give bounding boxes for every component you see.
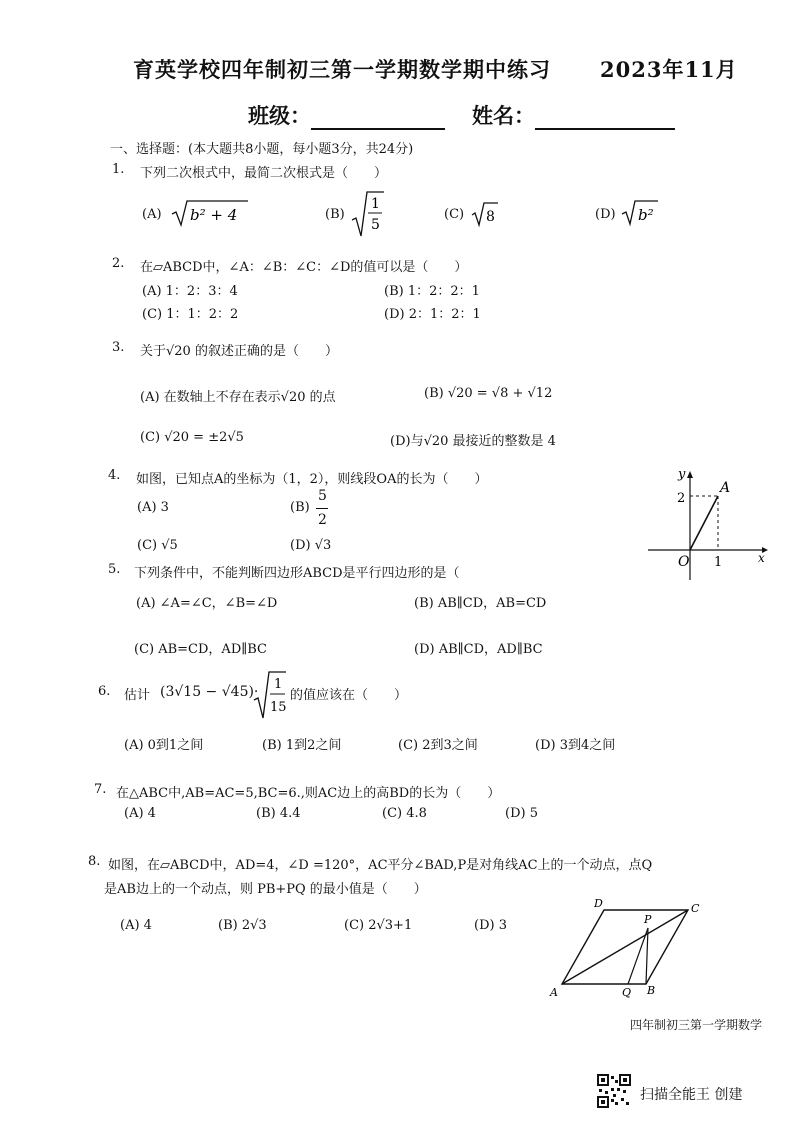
question-2-number: 2. [112,256,125,271]
vertex-B-label: B [647,984,656,997]
q4-option-b-fraction-bar [316,508,328,509]
tick-label-1: 1 [714,555,723,570]
q1-option-c-radical [470,200,500,228]
q1-option-c-label: (C) [444,207,465,222]
q4-option-d: (D) √3 [290,538,332,553]
q8-option-b: (B) 2√3 [218,918,267,933]
q5-option-d: (D) AB∥CD，AD∥BC [414,642,543,657]
question-8-text-line2: 是AB边上的一个动点，则 PB+PQ 的最小值是（ ） [104,882,427,897]
q8-parallelogram-figure [546,890,716,1002]
origin-label: O [678,554,690,570]
question-4-number: 4. [108,468,121,483]
q6-denominator: 15 [270,700,287,715]
q1b-numerator: 1 [371,196,380,212]
qr-code-icon [597,1074,631,1108]
q4-coordinate-figure [640,462,770,582]
q2-option-c: (C) 1：1：2：2 [142,307,239,322]
q8-option-a: (A) 4 [120,918,152,933]
tick-label-2: 2 [677,491,686,506]
vertex-A-label: A [550,986,558,999]
name-label: 姓名： [472,103,535,128]
q4-option-b-denominator: 2 [318,512,327,528]
exam-title: 育英学校四年制初三第一学期数学期中练习 [133,57,551,82]
class-row [248,100,445,130]
q1-option-b-label: (B) [325,207,345,222]
q1b-denominator: 5 [371,217,380,233]
question-1-text: 下列二次根式中，最简二次根式是（ ） [140,166,388,181]
q6-option-b: (B) 1到2之间 [262,738,342,753]
q2-option-b: (B) 1：2：2：1 [384,284,480,299]
point-P-label: P [644,913,652,926]
point-Q-label: Q [622,986,632,999]
segment-OA [690,496,718,550]
question-2-text: 在▱ABCD中，∠A：∠B：∠C：∠D的值可以是（ ） [140,260,468,275]
question-3-number: 3. [112,340,125,355]
question-4-text: 如图，已知点A的坐标为（1，2），则线段OA的长为（ ） [136,472,488,487]
question-5-text: 下列条件中，不能判断四边形ABCD是平行四边形的是（ [134,566,460,581]
q5-option-c: (C) AB=CD，AD∥BC [134,642,267,657]
vertex-D-label: D [594,897,603,910]
q3-option-a: (A) 在数轴上不存在表示√20 的点 [140,390,336,405]
segment-PB [646,928,648,984]
question-6-text-after: 的值应该在（ ） [290,688,408,703]
q7-option-b: (B) 4.4 [256,806,301,821]
q5-option-a: (A) ∠A=∠C，∠B=∠D [136,596,278,611]
q4-option-c: (C) √5 [137,538,178,553]
q1d-radicand: b² [638,206,654,224]
q8-option-d: (D) 3 [474,918,507,933]
exam-date: 2023年11月 [600,57,738,82]
y-axis-arrow [687,471,693,478]
question-6-text-before: 估计 [124,688,151,703]
q6-radical-fraction [252,670,288,720]
q3-option-d: (D)与√20 最接近的整数是 4 [390,434,556,449]
segment-PQ [628,928,648,984]
q4-option-b-label: (B) [290,500,310,515]
q6-expression: (3√15 − √45)· [160,684,259,700]
name-row [472,100,675,130]
q1-option-a-radical [170,198,250,228]
q1-option-b-radical [350,190,386,238]
y-label: y [678,467,686,482]
question-7-text: 在△ABC中,AB=AC=5,BC=6.,则AC边上的高BD的长为（ ） [116,786,501,801]
scanner-watermark: 扫描全能王 创建 [640,1087,743,1103]
q6-numerator: 1 [274,677,283,692]
q4-option-a: (A) 3 [137,500,169,515]
q2-option-a: (A) 1：2：3：4 [142,284,238,299]
q1a-radicand: b² + 4 [190,206,238,224]
diagonal-AC [562,910,688,984]
class-label: 班级： [248,103,311,128]
question-5-number: 5. [108,562,121,577]
q8-option-c: (C) 2√3+1 [344,918,413,933]
q1-option-a-label: (A) [142,207,162,222]
q4-option-b-numerator: 5 [318,488,327,504]
q7-option-c: (C) 4.8 [382,806,427,821]
name-blank[interactable] [535,106,675,130]
q1-option-d-label: (D) [595,207,616,222]
question-8-number: 8. [88,854,101,869]
q5-option-b: (B) AB∥CD，AB=CD [414,596,547,611]
q3-option-b: (B) √20 = √8 + √12 [424,386,553,401]
vertex-C-label: C [691,902,700,915]
question-6-number: 6. [98,684,111,699]
question-7-number: 7. [94,782,107,797]
q3-option-c: (C) √20 = ±2√5 [140,430,244,445]
q7-option-a: (A) 4 [124,806,156,821]
section-heading: 一、选择题：(本大题共8小题，每小题3分，共24分) [110,142,414,157]
question-3-text: 关于√20 的叙述正确的是（ ） [140,344,338,359]
point-A-label: A [720,480,731,496]
x-label: x [758,551,765,565]
question-1-number: 1. [112,162,125,177]
class-blank[interactable] [311,106,445,130]
q6-option-a: (A) 0到1之间 [124,738,204,753]
q7-option-d: (D) 5 [505,806,538,821]
q1-option-d-radical [620,198,660,228]
q1c-radicand: 8 [486,209,495,225]
question-8-text: 如图，在▱ABCD中，AD=4，∠D =120°，AC平分∠BAD,P是对角线AC上的一个动点，点Q [108,858,653,873]
footer-cut-text: 四年制初三第一学期数学 [630,1018,763,1032]
q6-option-d: (D) 3到4之间 [535,738,616,753]
q2-option-d: (D) 2：1：2：1 [384,307,481,322]
q6-option-c: (C) 2到3之间 [398,738,478,753]
